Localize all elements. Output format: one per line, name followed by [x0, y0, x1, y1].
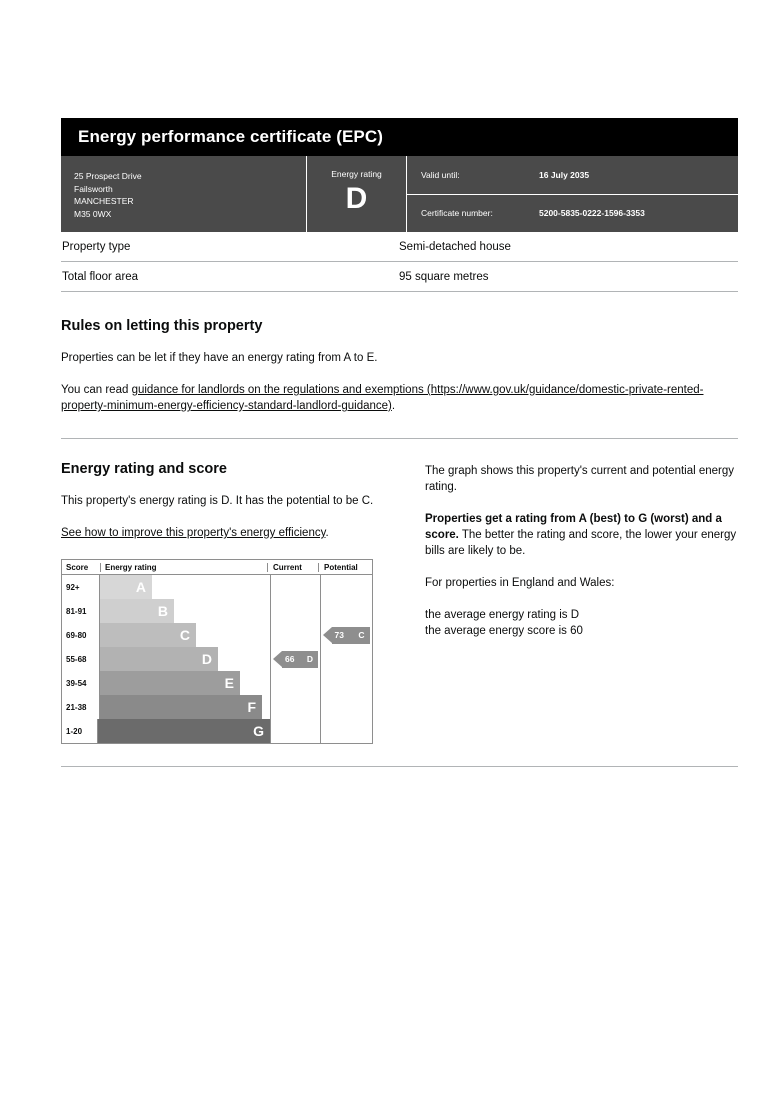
graph-band-row — [62, 719, 270, 743]
band-score-f: 21-38 — [62, 695, 100, 719]
rating-and-score-section — [61, 461, 738, 744]
graph-header-potential: Potential — [318, 563, 372, 572]
graph-band-row — [62, 695, 270, 719]
improve-efficiency-paragraph — [61, 525, 425, 541]
band-letter-f: F — [100, 695, 262, 719]
graph-intro-text: The graph shows this property's current and potential energy rating. — [425, 465, 735, 493]
energy-rating-box — [307, 156, 407, 232]
rating-explanation — [425, 511, 738, 559]
current-marker-tip — [273, 651, 282, 667]
address-line-1: 25 Prospect Drive — [74, 171, 142, 181]
band-letter-d: D — [100, 647, 218, 671]
potential-score: 73 — [334, 630, 345, 640]
improve-efficiency-link[interactable]: See how to improve this property's energy efficiency — [61, 527, 326, 539]
band-letter-g: G — [98, 719, 270, 743]
band-score-a: 92+ — [62, 575, 100, 599]
improve-efficiency-suffix: . — [325, 527, 329, 539]
potential-letter: C — [358, 630, 365, 640]
rating-explanation-rest: The better the rating and score, the lower your energy bills are likely to be. — [425, 529, 737, 557]
address-line-2: Failsworth — [74, 183, 113, 194]
table-row — [61, 262, 738, 292]
document-banner — [61, 118, 738, 156]
band-score-e: 39-54 — [62, 671, 100, 695]
property-type-value: Semi-detached house — [399, 241, 511, 253]
graph-potential-column — [320, 575, 372, 743]
band-score-c: 69-80 — [62, 623, 100, 647]
divider-bottom — [61, 766, 738, 767]
graph-header-current: Current — [273, 562, 302, 572]
graph-band-row — [62, 671, 270, 695]
band-letter-a: A — [100, 575, 152, 599]
graph-bands — [62, 575, 271, 743]
rating-left-column — [61, 461, 425, 744]
valid-until-value: 16 July 2035 — [539, 169, 590, 180]
band-letter-b: B — [100, 599, 174, 623]
graph-header-row — [62, 560, 372, 575]
region-note: For properties in England and Wales: — [425, 577, 615, 589]
current-score: 66 — [285, 654, 295, 664]
rating-heading: Energy rating and score — [61, 461, 227, 477]
epc-rating-graph — [61, 559, 373, 744]
address-line-3: MANCHESTER — [74, 196, 134, 207]
current-letter: D — [306, 654, 313, 664]
energy-rating-grade: D — [345, 182, 368, 215]
floor-area-label: Total floor area — [62, 271, 139, 283]
graph-header-rating: Energy rating — [100, 563, 268, 572]
page-title: Energy performance certificate (EPC) — [78, 127, 383, 146]
rating-paragraph: This property's energy rating is D. It has the potential to be C. — [61, 495, 374, 507]
rating-explanation-bold: Properties get a rating from A (best) to G (worst) and a score. — [425, 513, 722, 541]
graph-band-row — [62, 623, 270, 647]
rating-right-column — [425, 461, 738, 744]
average-score-line: the average energy score is 60 — [425, 625, 583, 637]
valid-until-label: Valid until: — [421, 169, 460, 180]
graph-band-row — [62, 575, 270, 599]
graph-band-row — [62, 647, 270, 671]
graph-band-row — [62, 599, 270, 623]
certificate-number-label: Certificate number: — [421, 208, 493, 219]
current-rating-marker — [273, 651, 318, 668]
table-row — [61, 232, 738, 262]
band-letter-c: C — [100, 623, 196, 647]
graph-current-column — [271, 575, 320, 743]
certificate-number-value: 5200-5835-0222-1596-3353 — [539, 208, 645, 219]
valid-until-row — [407, 156, 738, 195]
graph-header-score: Score — [66, 562, 89, 572]
potential-rating-marker — [323, 627, 370, 644]
certificate-meta — [407, 156, 738, 232]
band-letter-e: E — [100, 671, 240, 695]
potential-marker-tip — [323, 627, 332, 643]
current-marker-box — [282, 651, 318, 668]
letting-paragraph: Properties can be let if they have an energy rating from A to E. — [61, 352, 378, 364]
letting-guidance-paragraph — [61, 382, 738, 414]
property-type-label: Property type — [62, 241, 131, 253]
letting-heading: Rules on letting this property — [61, 318, 263, 334]
landlord-guidance-link[interactable]: guidance for landlords on the regulations and exemptions (https://www.gov.uk/guidance/domestic-private-rented-property-minimum-energy-efficiency-standard-landlord-guidance) — [61, 384, 704, 412]
letting-guidance-suffix: . — [391, 400, 396, 412]
certificate-number-row — [407, 195, 738, 233]
address-line-4: M35 0WX — [74, 208, 112, 219]
average-rating-line: the average energy rating is D — [425, 609, 580, 621]
summary-block — [61, 156, 738, 232]
graph-body — [62, 575, 372, 743]
epc-document — [61, 118, 738, 767]
band-score-d: 55-68 — [62, 647, 100, 671]
floor-area-value: 95 square metres — [399, 271, 489, 283]
band-score-b: 81-91 — [62, 599, 100, 623]
potential-marker-box — [332, 627, 370, 644]
energy-rating-label: Energy rating — [331, 169, 382, 179]
letting-guidance-prefix: You can read — [61, 384, 132, 396]
property-address — [61, 156, 307, 232]
band-score-g: 1-20 — [62, 719, 98, 743]
divider — [61, 438, 738, 439]
